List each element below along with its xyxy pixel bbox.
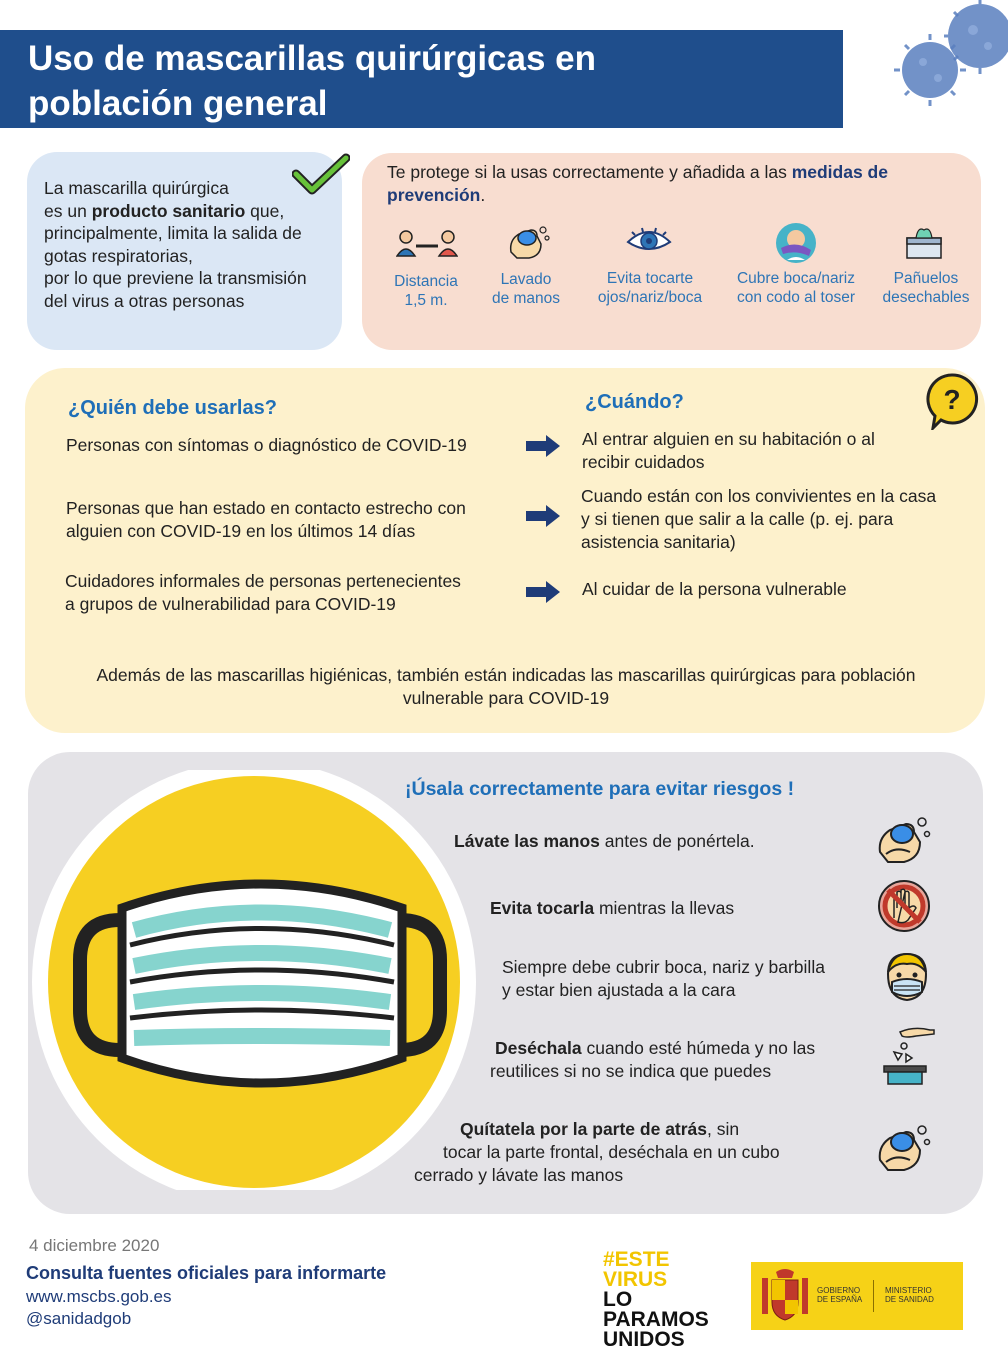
ministry-name: MINISTERIO DE SANIDAD	[885, 1286, 934, 1304]
svg-text:?: ?	[943, 384, 961, 415]
who-row-1: Personas con síntomas o diagnóstico de COVID-19	[66, 435, 467, 455]
usage-title: ¡Úsala correctamente para evitar riesgos !	[405, 778, 795, 800]
usage-tip-1: Lávate las manos antes de ponértela.	[454, 831, 755, 851]
publication-date: 4 diciembre 2020	[29, 1236, 160, 1255]
usage-tip-5: Quítatela por la parte de atrás, sin tocar la parte frontal, deséchala en un cubo cerrado y lávate las manos	[414, 1119, 780, 1185]
prevention-item-eyes: Evita tocarte ojos/nariz/boca	[597, 270, 703, 306]
question-bubble-icon	[925, 372, 979, 430]
page-title: Uso de mascarillas quirúrgicas en población general	[28, 39, 597, 123]
arrow-right-icon	[526, 581, 560, 603]
when-row-1: Al entrar alguien en su habitación o al recibir cuidados	[582, 429, 875, 472]
handwash-icon	[876, 1122, 932, 1174]
when-row-3: Al cuidar de la persona vulnerable	[582, 579, 847, 599]
government-name: GOBIERNO DE ESPAÑA	[817, 1286, 863, 1304]
usage-tip-3: Siempre debe cubrir boca, nariz y barbilla y estar bien ajustada a la cara	[502, 957, 825, 1000]
definition-text: La mascarilla quirúrgica es un producto sanitario que, principalmente, limita la salida de gotas respiratorias, por lo que previene la transmisión del virus a otras personas	[44, 178, 307, 311]
who-row-2: Personas que han estado en contacto estrecho con alguien con COVID-19 en los últimos 14 días	[66, 498, 466, 541]
coat-of-arms-icon	[760, 1268, 810, 1324]
consult-text: Consulta fuentes oficiales para informarte	[26, 1263, 387, 1283]
prevention-item-tissues: Pañuelos desechables	[882, 270, 970, 306]
logo-divider	[873, 1280, 874, 1312]
no-touch-icon	[876, 878, 932, 934]
usage-tip-4: Deséchala cuando esté húmeda y no las reutilices si no se indica que puedes	[490, 1038, 816, 1081]
arrow-right-icon	[526, 505, 560, 527]
handwash-icon	[507, 222, 551, 262]
handwash-icon	[876, 814, 932, 866]
prevention-intro: Te protege si la usas correctamente y añadida a las medidas de prevención.	[387, 162, 888, 205]
prevention-item-cough: Cubre boca/nariz con codo al toser	[736, 270, 856, 306]
when-row-2: Cuando están con los convivientes en la casa y si tienen que salir a la calle (p. ej. para asistencia sanitaria)	[581, 486, 937, 552]
prevention-item-handwash: Lavado de manos	[491, 271, 561, 307]
arrow-right-icon	[526, 435, 560, 457]
usage-tip-2: Evita tocarla mientras la llevas	[490, 898, 735, 918]
who-note: Además de las mascarillas higiénicas, también están indicadas las mascarillas quirúrgicas para población vulnerable para COVID-19	[96, 665, 916, 708]
prevention-item-distance: Distancia 1,5 m.	[394, 273, 458, 309]
cough-elbow-icon	[775, 222, 817, 264]
virus-illustration-icon	[868, 0, 1008, 120]
tissue-box-icon	[904, 224, 944, 260]
who-title: ¿Quién debe usarlas?	[68, 397, 277, 419]
distance-icon	[396, 228, 458, 258]
who-row-3: Cuidadores informales de personas pertenecientes a grupos de vulnerabilidad para COVID-19	[65, 571, 461, 614]
twitter-handle[interactable]: @sanidadgob	[26, 1309, 132, 1328]
website-link[interactable]: www.mscbs.gob.es	[26, 1287, 172, 1306]
eye-icon	[626, 226, 672, 256]
masked-face-icon	[880, 950, 934, 1004]
when-title: ¿Cuándo?	[585, 391, 684, 413]
surgical-mask-illustration	[10, 770, 480, 1190]
trash-bin-icon	[880, 1024, 936, 1086]
campaign-logo: #ESTE VIRUS LO PARAMOS UNIDOS	[603, 1248, 709, 1351]
